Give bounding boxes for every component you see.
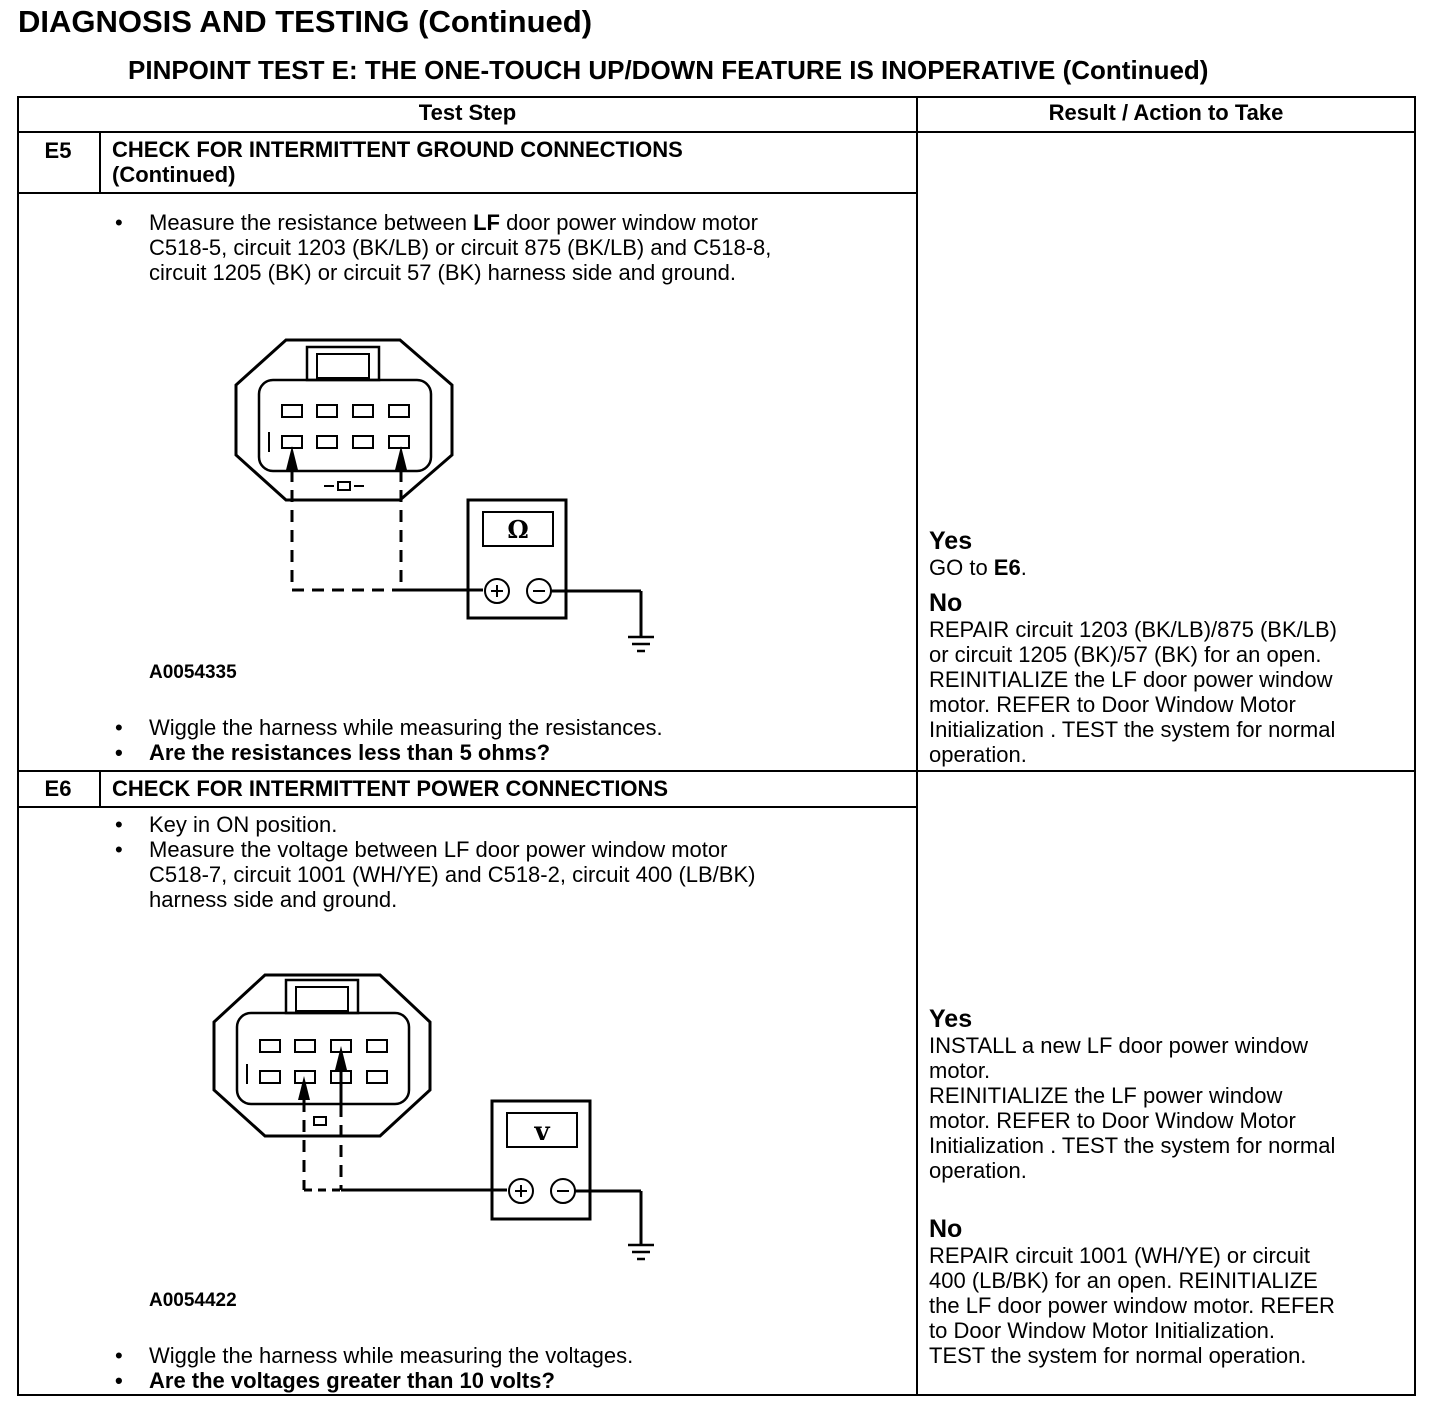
no-label: No [929,1215,963,1243]
step-id-e5: E5 [44,138,72,163]
measure-rest: door power window motor [499,210,758,235]
no-action-line: operation. [929,742,1027,767]
voltmeter-icon [341,1101,641,1244]
figure-id: A0054335 [149,662,237,683]
no-action-line: TEST the system for normal operation. [929,1343,1307,1368]
no-label: No [929,589,963,617]
column-header-result: Result / Action to Take [1048,100,1284,125]
no-action-line: motor. REFER to Door Window Motor [929,692,1296,717]
bullet-text: Wiggle the harness while measuring the resistances. [149,715,663,740]
meter-symbol: Ω [507,515,529,544]
bullet-icon: • [115,1343,123,1368]
meter-symbol: v [534,1117,550,1147]
bullet-icon: • [115,1368,123,1393]
step-title-e6: CHECK FOR INTERMITTENT POWER CONNECTIONS [112,776,669,801]
step-id-e6: E6 [44,776,72,801]
step-title-e5-line2: (Continued) [112,162,236,187]
no-action-line: REPAIR circuit 1203 (BK/LB)/875 (BK/LB) [929,617,1337,642]
connector-c518-icon [214,975,430,1136]
yes-action-line: motor. REFER to Door Window Motor [929,1108,1296,1133]
bullet-text: Key in ON position. [149,812,338,837]
yes-action: GO to E6. [929,555,1027,580]
question-text: Are the resistances less than 5 ohms? [149,740,551,765]
step-title-e5-line1: CHECK FOR INTERMITTENT GROUND CONNECTIONS [112,137,683,162]
no-action-line: REINITIALIZE the LF door power window [929,667,1333,692]
measure-line2: C518-5, circuit 1203 (BK/LB) or circuit 875 (BK/LB) and C518-8, [149,235,772,260]
yes-label: Yes [929,527,973,555]
no-action-line: REPAIR circuit 1001 (WH/YE) or circuit [929,1243,1311,1268]
no-action-line: Initialization . TEST the system for normal [929,717,1336,742]
page-title: DIAGNOSIS AND TESTING (Continued) [18,4,593,39]
no-action-line: or circuit 1205 (BK)/57 (BK) for an open. [929,642,1322,667]
bullet-icon: • [115,210,123,235]
yes-action-line: motor. [929,1058,991,1083]
no-action-line: 400 (LB/BK) for an open. REINITIALIZE [929,1268,1318,1293]
bullet-text: Wiggle the harness while measuring the voltages. [149,1343,634,1368]
bullet-icon: • [115,837,123,862]
no-action-line: to Door Window Motor Initialization. [929,1318,1276,1343]
e6-measure-text: Measure the voltage between LF door power window motor C518-7, circuit 1001 (WH/YE) and C518-2, circuit 400 (LB/BK) harness side and ground. [149,837,756,912]
e6-result [929,1006,1409,1368]
ground-symbol-icon [628,1245,654,1259]
question-text: Are the voltages greater than 10 volts? [149,1368,555,1393]
bullet-icon: • [115,812,123,837]
yes-action-line: operation. [929,1158,1027,1183]
measure-line3: circuit 1205 (BK) or circuit 57 (BK) harness side and ground. [149,260,736,285]
yes-action-line: REINITIALIZE the LF power window [929,1083,1283,1108]
column-header-test-step: Test Step [418,100,517,125]
pinpoint-test-title: PINPOINT TEST E: THE ONE-TOUCH UP/DOWN FEATURE IS INOPERATIVE (Continued) [128,55,1209,85]
no-action-line: the LF door power window motor. REFER [929,1293,1335,1318]
yes-action-line: Initialization . TEST the system for normal [929,1133,1336,1158]
yes-action-line: INSTALL a new LF door power window [929,1033,1309,1058]
figure-id: A0054422 [149,1290,237,1311]
bullet-icon: • [115,740,123,765]
measure-emphasis: LF [473,210,500,235]
bullet-icon: • [115,715,123,740]
yes-label: Yes [929,1005,973,1033]
measure-prefix: Measure the resistance between [149,210,474,235]
